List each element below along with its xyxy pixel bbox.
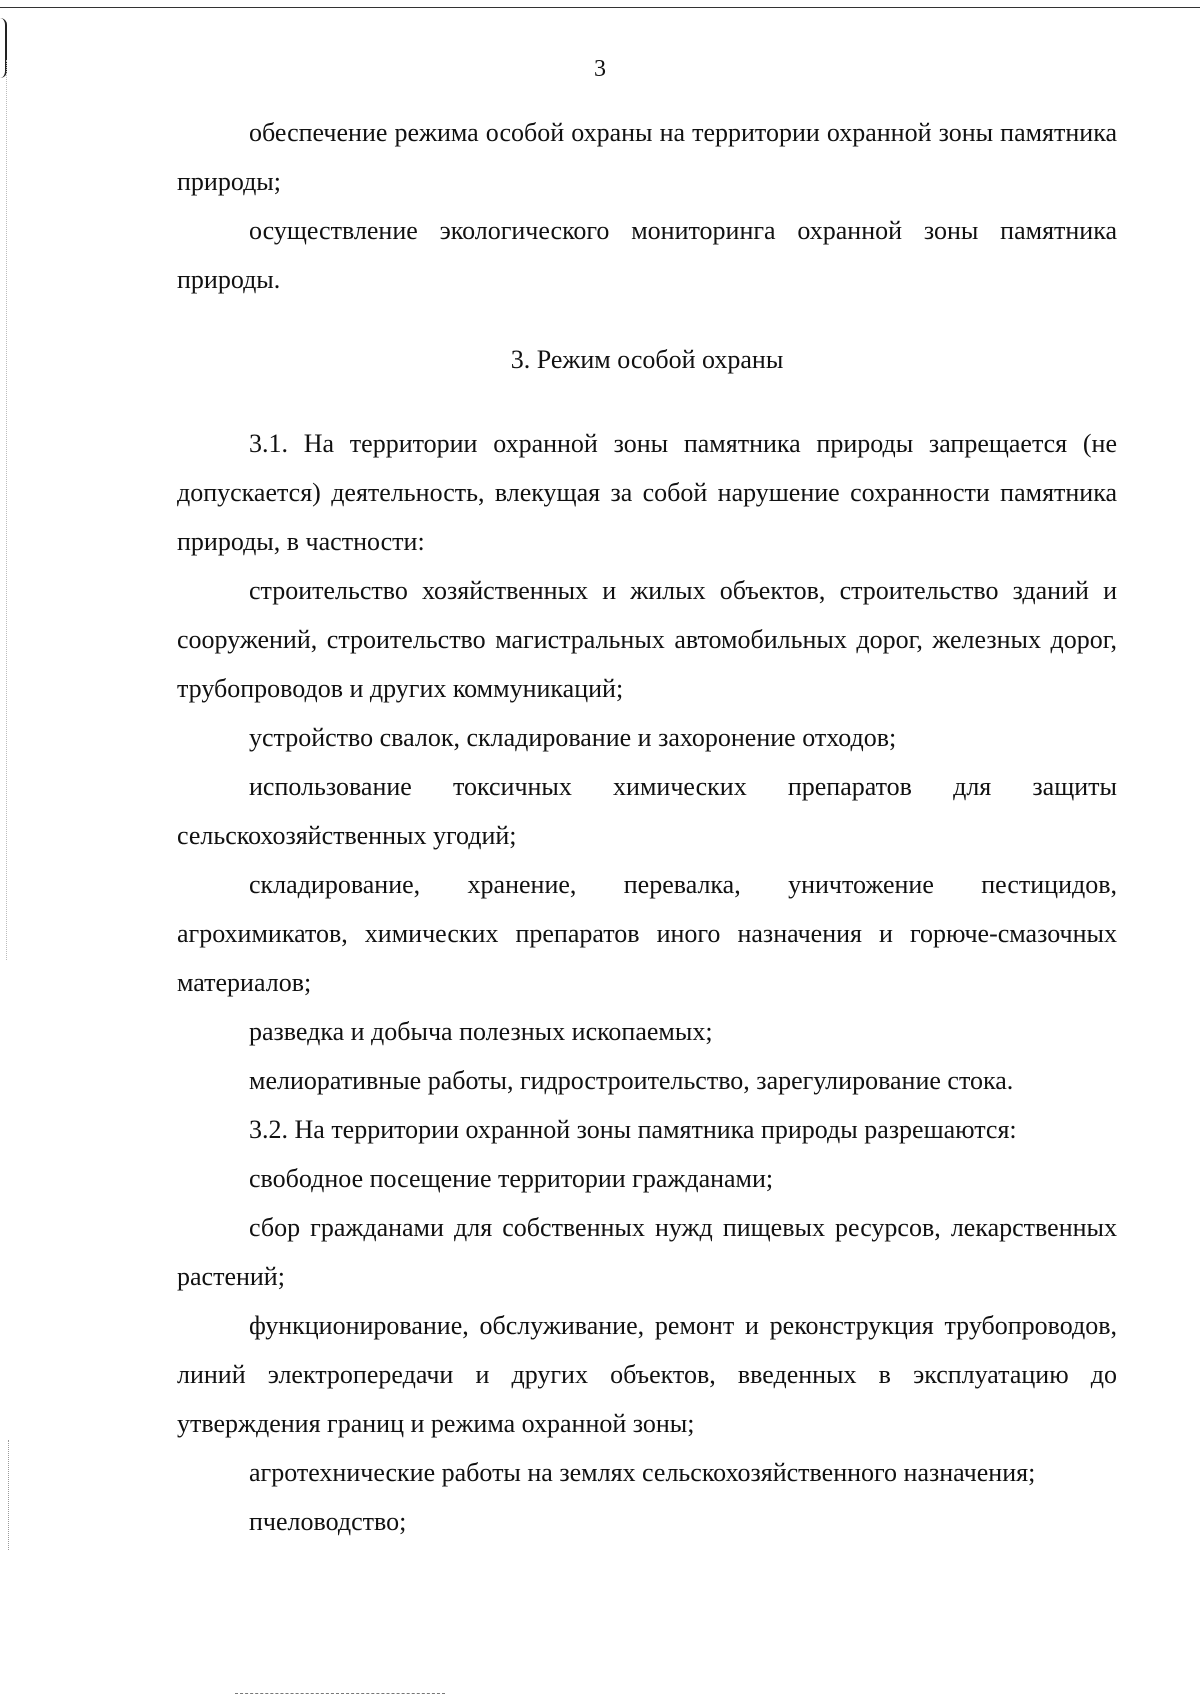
paragraph: складирование, хранение, перевалка, уничтожение пестицидов, агрохимикатов, химических препаратов иного назначения и горюче-смазочных материалов; (177, 870, 1117, 997)
paragraph: сбор гражданами для собственных нужд пищевых ресурсов, лекарственных растений; (177, 1213, 1117, 1291)
section-heading-block (177, 335, 1117, 384)
paragraph: обеспечение режима особой охраны на территории охранной зоны памятника природы; (177, 118, 1117, 196)
intro-text (177, 108, 1117, 304)
paragraph: 3.1. На территории охранной зоны памятника природы запрещается (не допускается) деятельность, влекущая за собой нарушение сохранности памятника природы, в частности: (177, 429, 1117, 556)
page-number: 3 (594, 56, 606, 82)
main-text (177, 419, 1117, 1546)
scan-margin-artifact (8, 1440, 9, 1550)
paragraph: агротехнические работы на землях сельскохозяйственного назначения; (249, 1458, 1036, 1487)
scan-edge-line (0, 7, 1200, 8)
scan-bottom-artifact (235, 1693, 445, 1694)
paragraph: функционирование, обслуживание, ремонт и реконструкция трубопроводов, линий электропередачи и других объектов, введенных в эксплуатацию до утверждения границ и режима охранной зоны; (177, 1311, 1117, 1438)
section-heading: 3. Режим особой охраны (510, 345, 784, 374)
scan-margin-artifact (6, 60, 7, 960)
paragraph: мелиоративные работы, гидростроительство, зарегулирование стока. (249, 1066, 1014, 1095)
paragraph: осуществление экологического мониторинга охранной зоны памятника природы. (177, 216, 1117, 294)
paragraph: свободное посещение территории гражданами; (249, 1164, 774, 1193)
paragraph: использование токсичных химических препаратов для защиты сельскохозяйственных угодий; (177, 772, 1117, 850)
paragraph: пчеловодство; (249, 1507, 407, 1536)
paragraph: строительство хозяйственных и жилых объектов, строительство зданий и сооружений, строительство магистральных автомобильных дорог, железных дорог, трубопроводов и других коммуникаций; (177, 576, 1117, 703)
paragraph: устройство свалок, складирование и захоронение отходов; (249, 723, 897, 752)
paragraph: разведка и добыча полезных ископаемых; (249, 1017, 713, 1046)
paragraph: 3.2. На территории охранной зоны памятника природы разрешаются: (249, 1115, 1017, 1144)
